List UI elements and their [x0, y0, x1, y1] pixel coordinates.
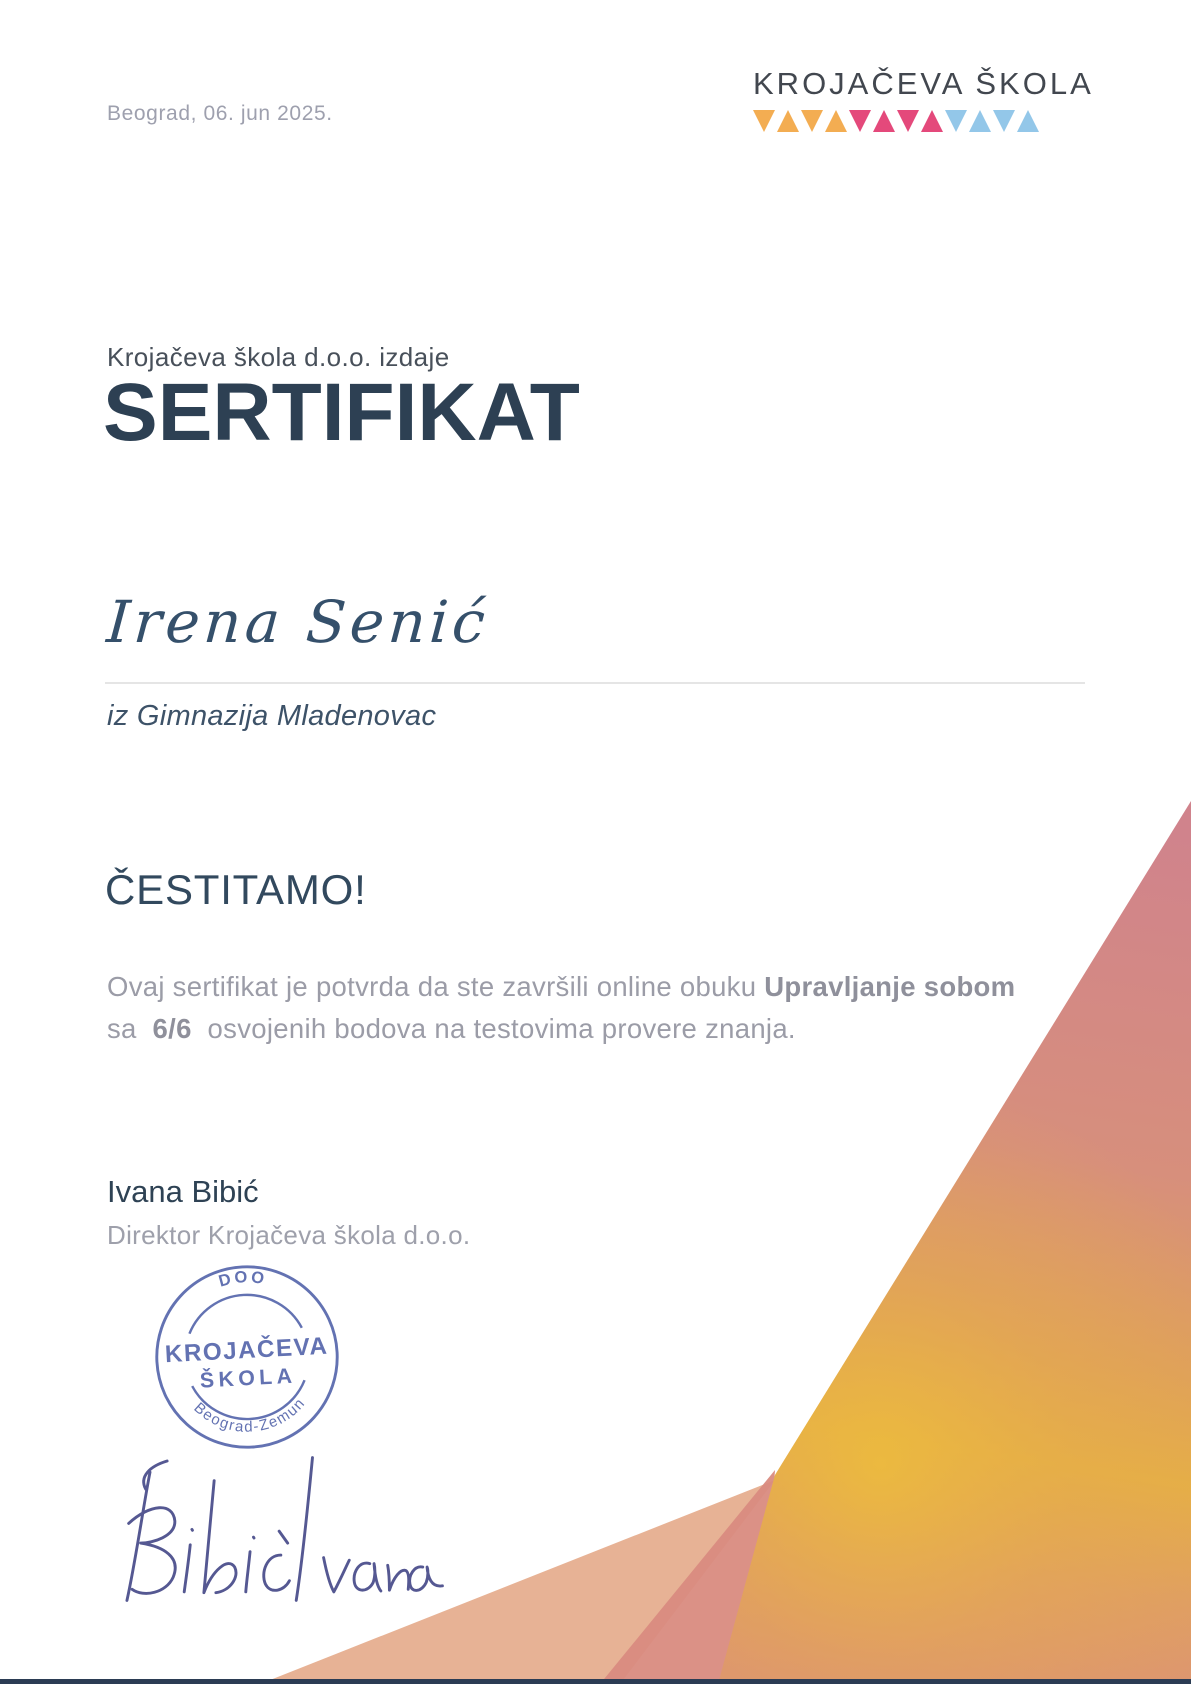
certificate-title: SERTIFIKAT — [103, 367, 580, 458]
logo-triangle — [897, 110, 919, 132]
course-name: Upravljanje sobom — [764, 970, 1016, 1002]
director-role: Direktor Krojačeva škola d.o.o. — [107, 1220, 471, 1250]
recipient-origin: iz Gimnazija Mladenovac — [107, 700, 437, 732]
recipient-name: Irena Senić — [104, 588, 492, 656]
logo-triangle — [1017, 110, 1039, 132]
congrats-text-3: osvojenih bodova na testovima provere znanja. — [191, 1013, 796, 1045]
signature-stroke — [127, 1472, 150, 1600]
logo-triangle — [873, 110, 895, 132]
congrats-paragraph — [107, 966, 1067, 1052]
signature-stroke — [192, 1529, 193, 1530]
score-value: 6/6 — [152, 1013, 192, 1045]
signature-stroke — [253, 1537, 254, 1538]
congrats-text-1: Ovaj sertifikat je potvrda da ste završili online obuku — [107, 970, 765, 1002]
logo-triangle — [753, 110, 775, 132]
issuer-line: Krojačeva škola d.o.o. izdaje — [107, 342, 450, 372]
stamp-top-text: DOO — [216, 1268, 269, 1291]
handwritten-signature — [103, 1432, 445, 1632]
bottom-accent-bar — [0, 1679, 1191, 1684]
logo-triangle — [801, 110, 823, 132]
congrats-heading: ČESTITAMO! — [105, 866, 367, 913]
logo-triangle — [921, 110, 943, 132]
signature-stroke — [264, 1555, 290, 1590]
company-stamp — [148, 1260, 346, 1454]
name-underline — [105, 682, 1085, 684]
stamp-inner-arc-top — [188, 1292, 302, 1334]
signature-stroke — [388, 1565, 409, 1590]
stamp-bottom-text: Beograd-Zemun — [190, 1394, 309, 1436]
school-logo-text: KROJAČEVA ŠKOLA — [753, 66, 1094, 101]
logo-triangles — [753, 110, 1041, 132]
director-name: Ivana Bibić — [107, 1174, 259, 1209]
logo-triangle — [777, 110, 799, 132]
logo-triangle — [849, 110, 871, 132]
stamp-center-line1: KROJAČEVA — [164, 1332, 330, 1369]
signature-stroke — [184, 1545, 190, 1592]
signature-stroke — [279, 1531, 288, 1543]
stamp-center-line2: ŠKOLA — [199, 1363, 297, 1393]
congrats-text-2: sa — [107, 1013, 153, 1045]
signature-stroke — [204, 1481, 236, 1593]
logo-triangle — [945, 110, 967, 132]
logo-triangle — [969, 110, 991, 132]
signature-stroke — [246, 1552, 250, 1592]
signature-stroke — [324, 1558, 350, 1592]
signature-stroke — [354, 1563, 381, 1591]
signature-stroke — [410, 1567, 443, 1591]
logo-triangle — [993, 110, 1015, 132]
date-place: Beograd, 06. jun 2025. — [107, 102, 333, 125]
school-logo — [753, 66, 1094, 132]
signature-stroke — [296, 1458, 312, 1601]
logo-triangle — [825, 110, 847, 132]
